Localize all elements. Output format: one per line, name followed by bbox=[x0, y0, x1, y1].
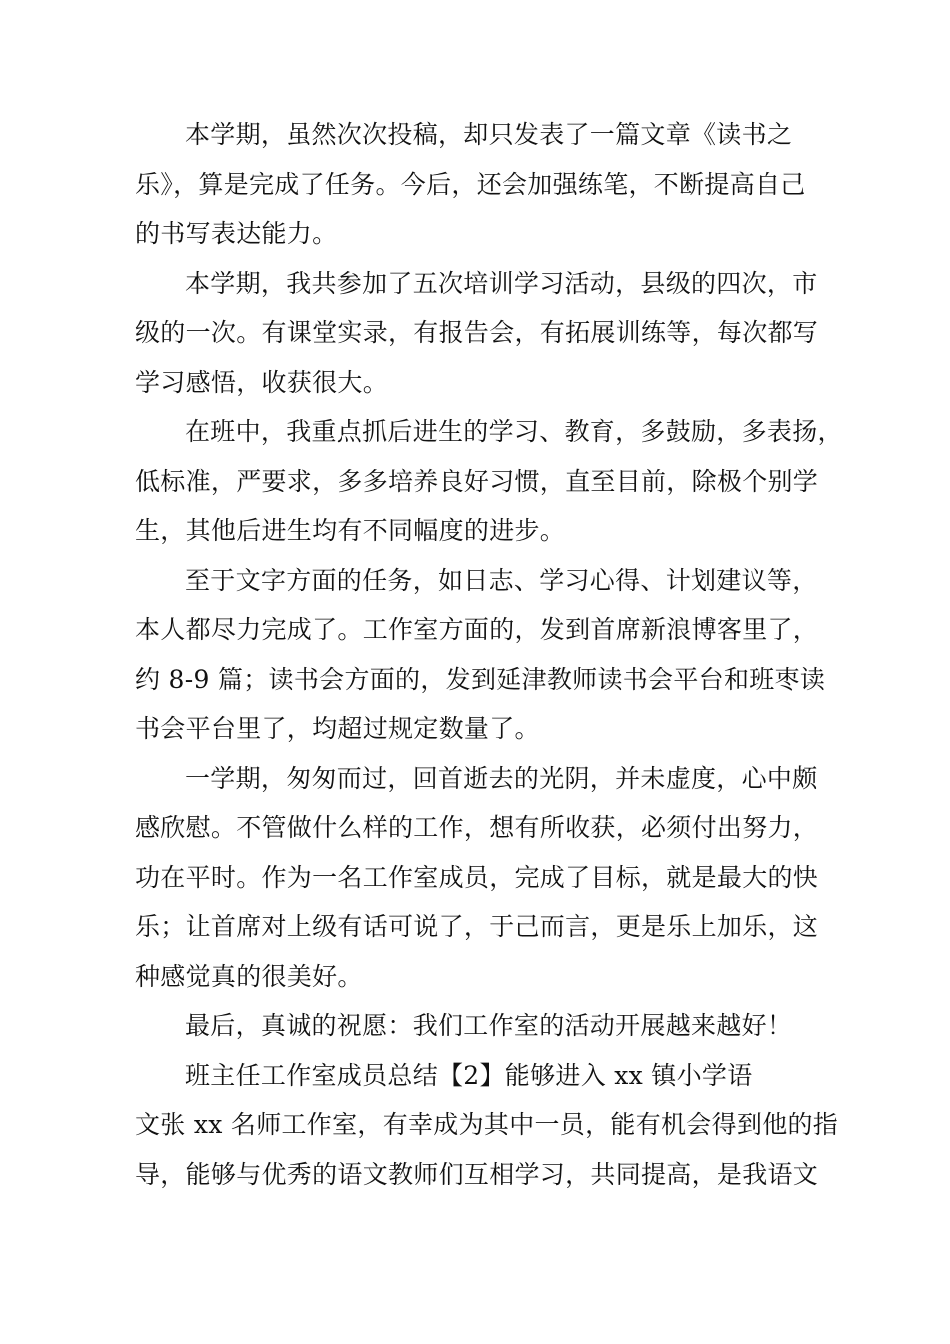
text-line: 种感觉真的很美好。 bbox=[135, 961, 363, 991]
text-line: 约 8-9 篇；读书会方面的，发到延津教师读书会平台和班枣读 bbox=[135, 664, 826, 694]
text-line: 的书写表达能力。 bbox=[135, 219, 338, 248]
text-line: 生，其他后进生均有不同幅度的进步。 bbox=[135, 516, 566, 545]
paragraph bbox=[135, 1051, 839, 1200]
text-line: 功在平时。作为一名工作室成员，完成了目标，就是最大的快 bbox=[135, 862, 819, 892]
text-line: 乐；让首席对上级有话可说了，于己而言，更是乐上加乐，这 bbox=[135, 912, 819, 941]
paragraph bbox=[135, 259, 835, 408]
text-line: 最后，真诚的祝愿：我们工作室的活动开展越来越好！ bbox=[185, 1011, 793, 1040]
text-line: 本学期，我共参加了五次培训学习活动，县级的四次，市 bbox=[185, 268, 818, 298]
paragraph bbox=[135, 556, 835, 754]
text-line: 级的一次。有课堂实录，有报告会，有拓展训练等，每次都写 bbox=[135, 318, 819, 347]
text-line: 至于文字方面的任务，如日志、学习心得、计划建议等， bbox=[185, 565, 818, 595]
text-line: 学习感悟，收获很大。 bbox=[135, 367, 389, 397]
text-line: 文张 xx 名师工作室，有幸成为其中一员，能有机会得到他的指 bbox=[135, 1110, 839, 1139]
text-line: 乐》，算是完成了任务。今后，还会加强练笔，不断提高自己 bbox=[135, 169, 806, 199]
text-line: 本学期，虽然次次投稿，却只发表了一篇文章《读书之 bbox=[185, 120, 793, 149]
paragraph bbox=[135, 1001, 835, 1051]
paragraph bbox=[135, 754, 835, 1002]
text-line: 感欣慰。不管做什么样的工作，想有所收获，必须付出努力， bbox=[135, 813, 819, 842]
text-line: 导，能够与优秀的语文教师们互相学习，共同提高，是我语文 bbox=[135, 1159, 819, 1189]
text-line: 班主任工作室成员总结【2】能够进入 xx 镇小学语 bbox=[185, 1060, 753, 1090]
document-body bbox=[135, 110, 843, 1199]
text-line: 一学期，匆匆而过，回首逝去的光阴，并未虚度，心中颇 bbox=[185, 763, 818, 793]
text-line: 在班中，我重点抓后进生的学习、教育，多鼓励，多表扬， bbox=[185, 417, 843, 446]
text-line: 低标准，严要求，多多培养良好习惯，直至目前，除极个别学 bbox=[135, 466, 819, 496]
paragraph bbox=[135, 110, 835, 259]
paragraph bbox=[135, 407, 843, 556]
text-line: 书会平台里了，均超过规定数量了。 bbox=[135, 714, 540, 743]
text-line: 本人都尽力完成了。工作室方面的，发到首席新浪博客里了， bbox=[135, 615, 819, 644]
